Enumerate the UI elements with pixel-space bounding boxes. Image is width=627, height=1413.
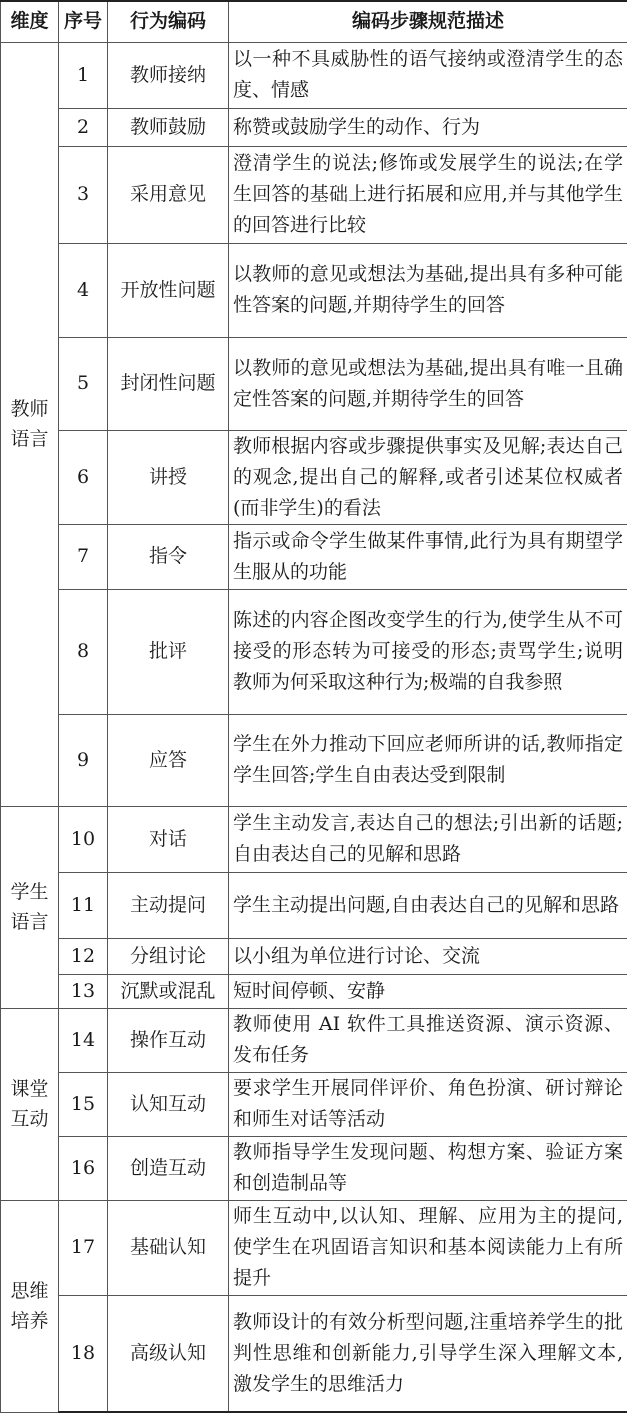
row-number: 7: [59, 524, 108, 589]
row-number: 5: [59, 337, 108, 430]
table-row: [1, 1008, 627, 1072]
behavior-code: 分组讨论: [108, 938, 229, 974]
behavior-code: 批评: [108, 589, 229, 714]
behavior-description: 学生主动发言,表达自己的想法;引出新的话题;自由表达自己的见解和思路: [229, 806, 627, 872]
row-number: 14: [59, 1008, 108, 1072]
row-number: 2: [59, 108, 108, 146]
row-number: 16: [59, 1136, 108, 1200]
row-number: 13: [59, 974, 108, 1008]
behavior-description: 指示或命令学生做某件事情,此行为具有期望学生服从的功能: [229, 524, 627, 589]
behavior-description: 教师指导学生发现问题、构想方案、验证方案和创造制品等: [229, 1136, 627, 1200]
behavior-description: 以教师的意见或想法为基础,提出具有多种可能性答案的问题,并期待学生的回答: [229, 243, 627, 337]
table-row: [1, 872, 627, 938]
behavior-code: 应答: [108, 714, 229, 806]
table-row: [1, 337, 627, 430]
behavior-description: 澄清学生的说法;修饰或发展学生的说法;在学生回答的基础上进行拓展和应用,并与其他学生的回答进行比较: [229, 146, 627, 243]
behavior-code: 讲授: [108, 430, 229, 524]
table-row: [1, 714, 627, 806]
behavior-description: 以教师的意见或想法为基础,提出具有唯一且确定性答案的问题,并期待学生的回答: [229, 337, 627, 430]
table-row: [1, 524, 627, 589]
behavior-description: 以小组为单位进行讨论、交流: [229, 938, 627, 974]
behavior-code: 教师鼓励: [108, 108, 229, 146]
behavior-code: 基础认知: [108, 1200, 229, 1295]
behavior-code: 认知互动: [108, 1072, 229, 1136]
row-number: 1: [59, 42, 108, 108]
behavior-description: 教师使用 AI 软件工具推送资源、演示资源、发布任务: [229, 1008, 627, 1072]
row-number: 3: [59, 146, 108, 243]
table-row: [1, 1136, 627, 1200]
behavior-code: 操作互动: [108, 1008, 229, 1072]
behavior-description: 要求学生开展同伴评价、角色扮演、研讨辩论和师生对话等活动: [229, 1072, 627, 1136]
row-number: 4: [59, 243, 108, 337]
behavior-description: 短时间停顿、安静: [229, 974, 627, 1008]
table-row: [1, 1200, 627, 1295]
table-row: [1, 806, 627, 872]
behavior-code: 沉默或混乱: [108, 974, 229, 1008]
row-number: 11: [59, 872, 108, 938]
header-number: 序号: [59, 1, 108, 42]
behavior-code: 开放性问题: [108, 243, 229, 337]
behavior-description: 学生在外力推动下回应老师所讲的话,教师指定学生回答;学生自由表达受到限制: [229, 714, 627, 806]
table-row: [1, 1295, 627, 1412]
behavior-description: 陈述的内容企图改变学生的行为,使学生从不可接受的形态转为可接受的形态;责骂学生;说明教师为何采取这种行为;极端的自我参照: [229, 589, 627, 714]
behavior-description: 教师设计的有效分析型问题,注重培养学生的批判性思维和创新能力,引导学生深入理解文本,激发学生的思维活力: [229, 1295, 627, 1412]
row-number: 15: [59, 1072, 108, 1136]
table-row: [1, 146, 627, 243]
header-description: 编码步骤规范描述: [229, 1, 627, 42]
row-number: 9: [59, 714, 108, 806]
table-row: [1, 430, 627, 524]
behavior-code: 高级认知: [108, 1295, 229, 1412]
behavior-description: 教师根据内容或步骤提供事实及见解;表达自己的观念,提出自己的解释,或者引述某位权威者(而非学生)的看法: [229, 430, 627, 524]
behavior-code: 对话: [108, 806, 229, 872]
dimension-teacher-language: 教师语言: [1, 42, 59, 806]
table-row: [1, 938, 627, 974]
row-number: 8: [59, 589, 108, 714]
behavior-code: 采用意见: [108, 146, 229, 243]
row-number: 18: [59, 1295, 108, 1412]
row-number: 12: [59, 938, 108, 974]
behavior-code: 教师接纳: [108, 42, 229, 108]
header-dimension: 维度: [1, 1, 59, 42]
header-behavior-code: 行为编码: [108, 1, 229, 42]
behavior-description: 称赞或鼓励学生的动作、行为: [229, 108, 627, 146]
table-row: [1, 589, 627, 714]
behavior-description: 以一种不具威胁性的语气接纳或澄清学生的态度、情感: [229, 42, 627, 108]
table-row: [1, 974, 627, 1008]
behavior-description: 师生互动中,以认知、理解、应用为主的提问,使学生在巩固语言知识和基本阅读能力上有所提升: [229, 1200, 627, 1295]
table-row: [1, 1072, 627, 1136]
table-row: [1, 42, 627, 108]
row-number: 10: [59, 806, 108, 872]
row-number: 17: [59, 1200, 108, 1295]
dimension-classroom-interaction: 课堂互动: [1, 1008, 59, 1200]
row-number: 6: [59, 430, 108, 524]
table-row: [1, 243, 627, 337]
behavior-description: 学生主动提出问题,自由表达自己的见解和思路: [229, 872, 627, 938]
table-row: [1, 108, 627, 146]
behavior-code: 主动提问: [108, 872, 229, 938]
header-row: [1, 1, 627, 42]
behavior-code: 指令: [108, 524, 229, 589]
dimension-thinking-cultivation: 思维培养: [1, 1200, 59, 1412]
behavior-code: 创造互动: [108, 1136, 229, 1200]
dimension-student-language: 学生语言: [1, 806, 59, 1008]
behavior-code: 封闭性问题: [108, 337, 229, 430]
